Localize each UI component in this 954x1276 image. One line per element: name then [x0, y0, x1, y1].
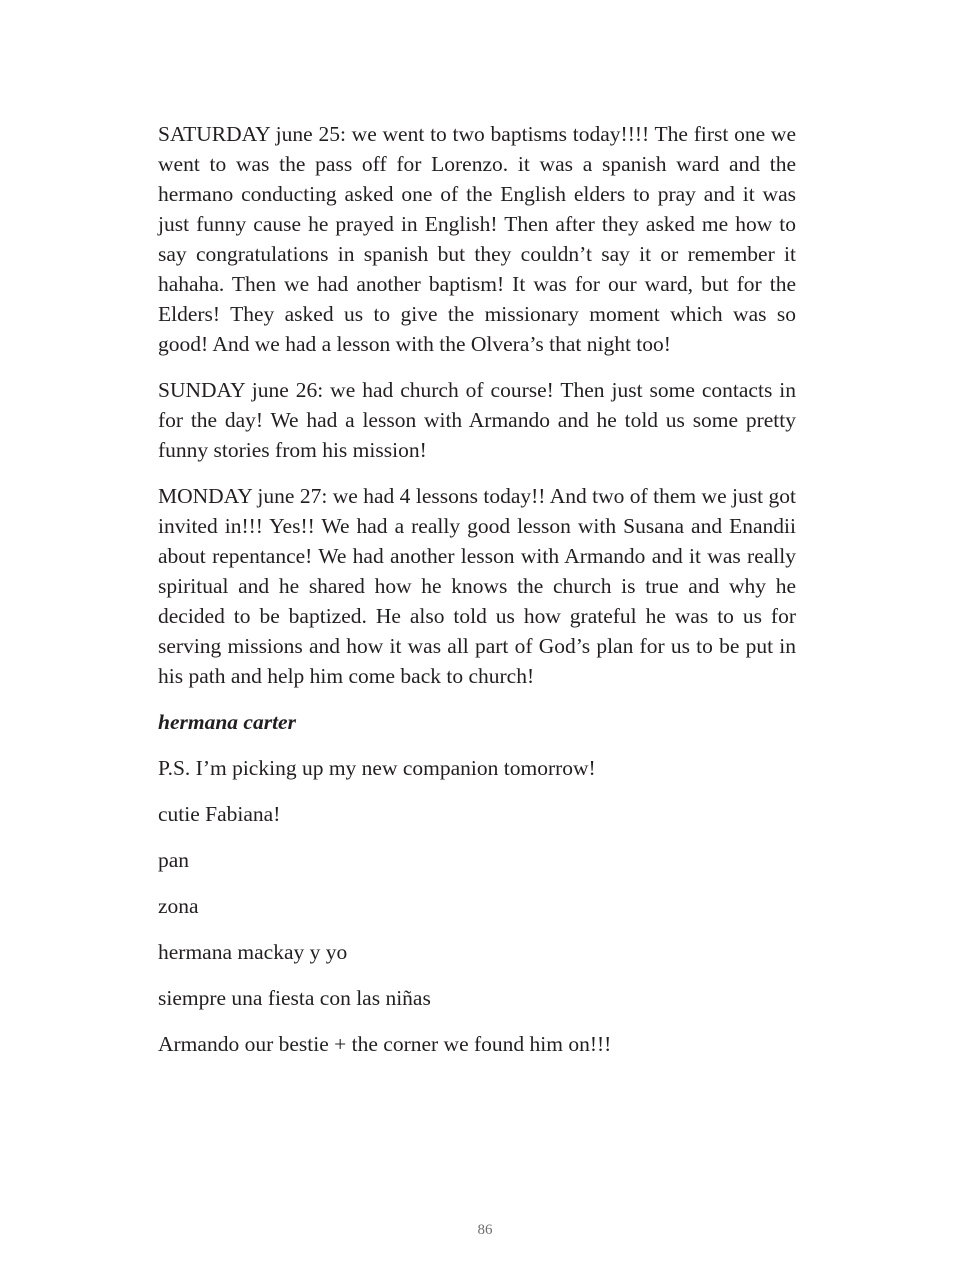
- photo-caption: pan: [158, 848, 190, 872]
- photo-caption: cutie Fabiana!: [158, 802, 281, 826]
- page-number: 86: [477, 1222, 493, 1238]
- journal-entry-saturday: SATURDAY june 25: we went to two baptisms today!!!! The first one we went to was the pass off for Lorenzo. it was a spanish ward and the hermano conducting asked one of the English elders to pray and it was just funny cause he prayed in English! Then after they asked me how to say congratulations in spanish but they couldn’t say it or remember it hahaha. Then we had another baptism! It was for our ward, but for the Elders! They asked us to give the missionary moment which was so good! And we had a lesson with the Olvera’s that night too!: [158, 122, 796, 356]
- photo-caption: zona: [158, 894, 199, 918]
- photo-caption: Armando our bestie + the corner we found him on!!!: [158, 1032, 612, 1056]
- journal-entry-monday: MONDAY june 27: we had 4 lessons today!! And two of them we just got invited in!!! Yes!! We had a really good lesson with Susana and Enandii about repentance! We had another lesson with Armando and it was really spiritual and he shared how he knows the church is true and why he decided to be baptized. He also told us how grateful he was to us for serving missions and how it was all part of God’s plan for us to be put in his path and help him come back to church!: [158, 484, 796, 688]
- photo-caption: hermana mackay y yo: [158, 940, 348, 964]
- postscript: P.S. I’m picking up my new companion tomorrow!: [158, 756, 596, 780]
- page-content: [158, 119, 796, 1075]
- journal-entry-sunday: SUNDAY june 26: we had church of course! Then just some contacts in for the day! We had a lesson with Armando and he told us some pretty funny stories from his mission!: [158, 378, 796, 462]
- photo-caption: siempre una fiesta con las niñas: [158, 986, 431, 1010]
- signature: hermana carter: [158, 710, 296, 734]
